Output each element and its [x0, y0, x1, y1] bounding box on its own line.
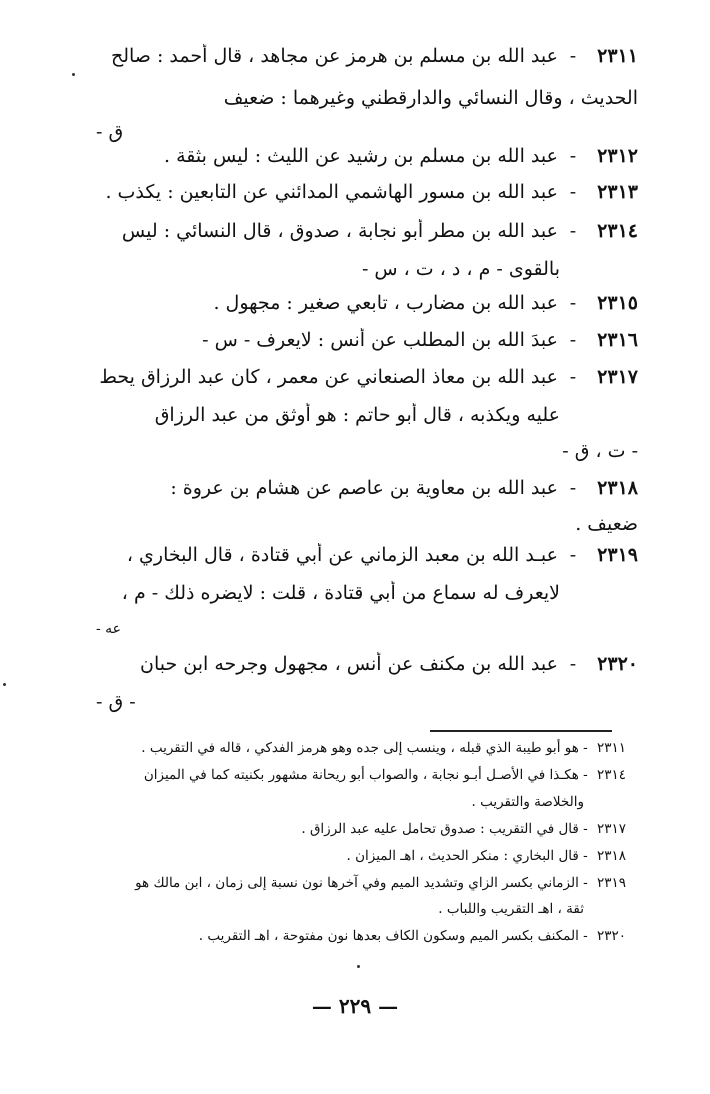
entry-number: ٢٣١٣	[597, 181, 638, 203]
entry-number: ٢٣١١	[597, 45, 638, 67]
footnote-2317: ٢٣١٧ - قال في التقريب : صدوق تحامل عليه عبد الرزاق .	[104, 818, 626, 840]
entry-number: ٢٣١٤	[597, 220, 638, 242]
footnote-2311: ٢٣١١ - هو أبو طيبة الذي قبله ، وينسب إلى جده وهو هرمز الفدكي ، قاله في التقريب .	[104, 737, 626, 759]
footnote-2319-cont: ثقة ، اهـ التقريب واللباب .	[438, 901, 584, 917]
entry-line: ٢٣١٣- عبد الله بن مسور الهاشمي المدائني عن التابعين : يكذب .	[105, 181, 638, 203]
print-speck	[72, 73, 75, 76]
entry-line: - ت ، ق -	[562, 440, 638, 462]
footnote-number: ٢٣١٧	[596, 821, 626, 837]
footnote-number: ٢٣١٤	[596, 767, 626, 783]
entry-line: ٢٣١٩- عبـد الله بن معبد الزماني عن أبي قتادة ، قال البخاري ،	[126, 544, 638, 566]
entry-line: - ق -	[96, 691, 136, 713]
footnote-2314-cont: والخلاصة والتقريب .	[471, 794, 584, 810]
entry-line: ٢٣١٥- عبد الله بن مضارب ، تابعي صغير : مجهول .	[213, 292, 638, 314]
entry-line: ٢٣١٦- عبدَ الله بن المطلب عن أنس : لايعرف - س -	[202, 329, 638, 351]
footnote-separator	[430, 730, 612, 732]
entry-line: الحديث ، وقال النسائي والدارقطني وغيرهما : ضعيف	[223, 87, 638, 109]
footnote-2320: ٢٣٢٠ - المكنف بكسر الميم وسكون الكاف بعدها نون مفتوحة ، اهـ التقريب .	[104, 925, 626, 947]
footnote-2314: ٢٣١٤ - هكـذا في الأصـل أبـو نجابة ، والصواب أبو ريحانة مشهور بكنيته كما في الميزان	[104, 764, 626, 786]
footnote-number: ٢٣١٨	[596, 848, 626, 864]
entry-number: ٢٣١٨	[597, 477, 638, 499]
entry-line: ٢٣٢٠- عبد الله بن مكنف عن أنس ، مجهول وجرحه ابن حبان	[140, 653, 638, 675]
footnote-number: ٢٣٢٠	[596, 928, 626, 944]
entry-line: ٢٣١١- عبد الله بن مسلم بن هرمز عن مجاهد ، قال أحمد : صالح	[110, 45, 638, 67]
entry-line: ٢٣١٢- عبد الله بن مسلم بن رشيد عن الليث : ليس بثقة .	[164, 145, 638, 167]
entry-number: ٢٣١٩	[597, 544, 638, 566]
entry-line: ضعيف .	[575, 513, 638, 535]
entry-number: ٢٣٢٠	[597, 653, 638, 675]
entry-number: ٢٣١٢	[597, 145, 638, 167]
footnote-number: ٢٣١٩	[596, 875, 626, 891]
footnote-number: ٢٣١١	[596, 740, 626, 756]
entry-number: ٢٣١٦	[597, 329, 638, 351]
footnote-2319: ٢٣١٩ - الزماني بكسر الزاي وتشديد الميم وفي آخرها نون نسبة إلى زمان ، ابن مالك هو	[104, 872, 626, 894]
print-speck	[357, 965, 360, 968]
footnote-2318: ٢٣١٨ - قال البخاري : منكر الحديث ، اهـ الميزان .	[104, 845, 626, 867]
entry-line: ق -	[96, 121, 124, 143]
entry-number: ٢٣١٧	[597, 366, 638, 388]
entry-line: ٢٣١٤- عبد الله بن مطر أبو نجابة ، صدوق ، قال النسائي : ليس	[121, 220, 638, 242]
entry-line: ٢٣١٧- عبد الله بن معاذ الصنعاني عن معمر ، كان عبد الرزاق يحط	[99, 366, 638, 388]
page-number: — ٢٢٩ —	[311, 994, 399, 1018]
entry-line: عه -	[96, 621, 122, 637]
entry-line: ٢٣١٨- عبد الله بن معاوية بن عاصم عن هشام بن عروة :	[170, 477, 638, 499]
entry-number: ٢٣١٥	[597, 292, 638, 314]
entry-line: بالقوى - م ، د ، ت ، س -	[361, 258, 560, 280]
entry-line: لايعرف له سماع من أبي قتادة ، قلت : لايضره ذلك - م ،	[121, 582, 560, 604]
entry-line: عليه ويكذبه ، قال أبو حاتم : هو أوثق من عبد الرزاق	[154, 404, 560, 426]
print-speck	[3, 683, 6, 686]
